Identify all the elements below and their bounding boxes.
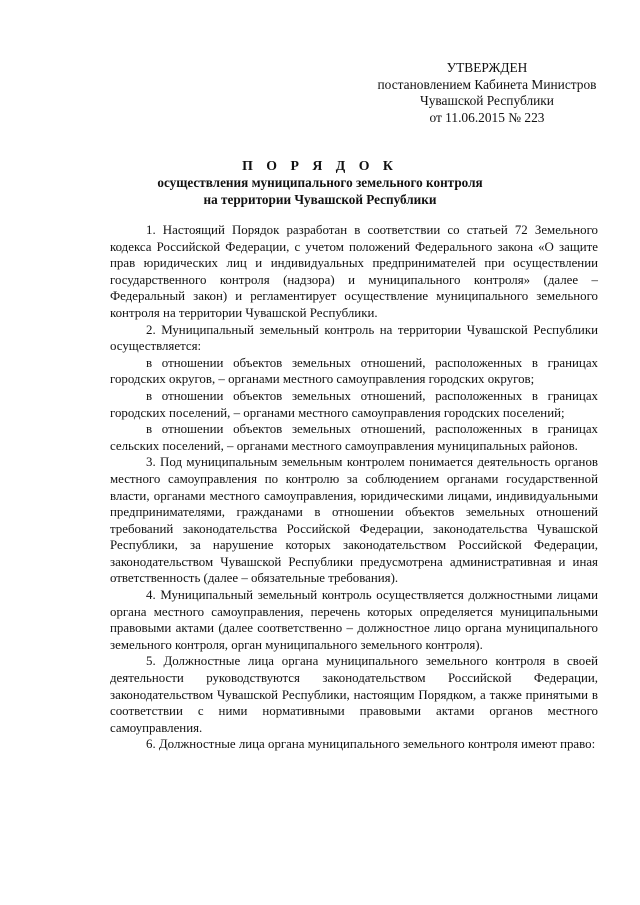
document-body — [110, 222, 598, 753]
paragraph-2-item-urban-settlements: в отношении объектов земельных отношений, расположенных в границах городских поселений, – органами местного самоуправления городских поселений; — [110, 388, 598, 420]
paragraph-4: 4. Муниципальный земельный контроль осуществляется должностными лицами органа местного самоуправления, перечень которых определяется муниципальными правовыми актами (далее соответственно – должностное лицо органа муниципального земельного контроля, орган муниципального земельного контроля). — [110, 588, 598, 652]
approval-date-number: от 11.06.2015 № 223 — [429, 109, 545, 125]
paragraph-3: 3. Под муниципальным земельным контролем понимается деятельность органов местного самоуправления по контролю за соблюдением органами государственной власти, органами местного самоуправления, юридическими лицами, индивидуальными предпринимателями, гражданами в отношении объектов земельных отношений требований законодательства Российской Федерации, законодательства Чувашской Республики, за нарушение которых законодательством Российской Федерации, законодательством Чувашской Республики предусмотрена административная и иная ответственность (далее – обязательные требования). — [110, 455, 598, 586]
paragraph-2-item-urban-districts: в отношении объектов земельных отношений, расположенных в границах городских округов, – органами местного самоуправления городских округов; — [110, 355, 598, 387]
document-subtitle-line2: на территории Чувашской Республики — [203, 191, 437, 207]
paragraph-5: 5. Должностные лица органа муниципального земельного контроля в своей деятельности руководствуются законодательством Российской Федерации, законодательством Чувашской Республики, настоящим Порядком, а также принятыми в соответствии с ними нормативными правовыми актами органов местного самоуправления. — [110, 654, 598, 735]
paragraph-1: 1. Настоящий Порядок разработан в соответствии со статьей 72 Земельного кодекса Российской Федерации, с учетом положений Федерального закона «О защите прав юридических лиц и индивидуальных предпринимателей при осуществлении государственного контроля (надзора) и муниципального контроля» (далее – Федеральный закон) и регламентирует осуществление муниципального земельного контроля на территории Чувашской Республики. — [110, 223, 598, 320]
document-title: П О Р Я Д О К — [242, 158, 398, 173]
document-title-block — [0, 157, 640, 208]
paragraph-2-item-rural-settlements: в отношении объектов земельных отношений, расположенных в границах сельских поселений, – органами местного самоуправления муниципальных районов. — [110, 422, 598, 453]
approval-heading: УТВЕРЖДЕН — [446, 60, 528, 75]
paragraph-2: 2. Муниципальный земельный контроль на территории Чувашской Республики осуществляется: — [110, 322, 598, 354]
paragraph-6: 6. Должностные лица органа муниципального земельного контроля имеют право: — [146, 737, 596, 752]
document-subtitle-line1: осуществления муниципального земельного контроля — [157, 175, 483, 190]
approval-republic: Чувашской Республики — [420, 93, 554, 108]
approval-issuer: постановлением Кабинета Министров — [377, 76, 597, 92]
approval-stamp — [372, 60, 602, 126]
